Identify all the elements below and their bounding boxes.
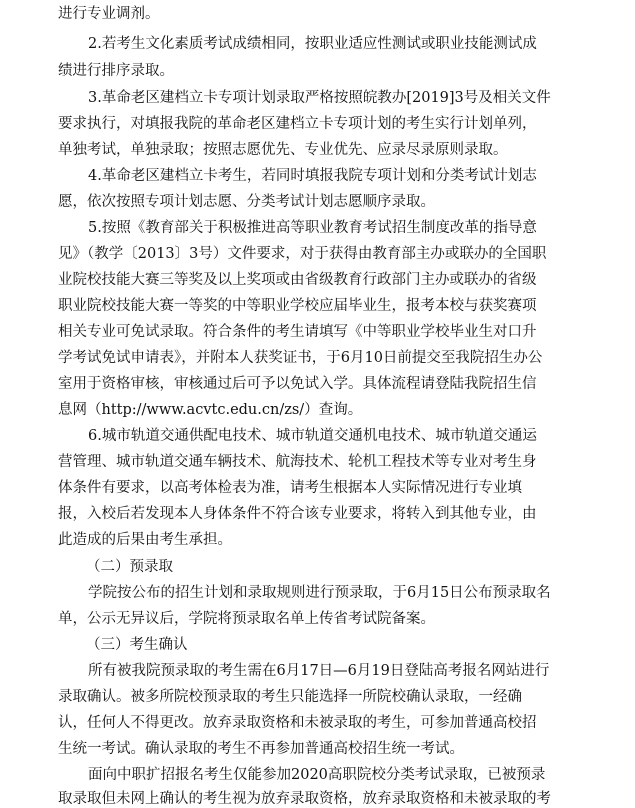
text-line: 学院按公布的招生计划和录取规则进行预录取，于6月15日公布预录取名 xyxy=(88,585,551,601)
text-line: 愿，依次按照专项计划志愿、分类考试计划志愿顺序录取。 xyxy=(58,194,435,210)
text-line: 进行专业调剂。 xyxy=(58,6,160,22)
text-line: 单，公示无异议后，学院将预录取名单上传省考试院备案。 xyxy=(58,611,435,627)
text-line: 要求执行，对填报我院的革命老区建档立卡专项计划的考生实行计划单列， xyxy=(58,116,537,132)
text-line: 学考试免试申请表》，并附本人获奖证书，于6月10日前提交至我院招生办公 xyxy=(58,350,543,366)
text-line: 相关专业可免试录取。符合条件的考生请填写《中等职业学校毕业生对口升 xyxy=(58,324,537,340)
text-line: 此造成的后果由考生承担。 xyxy=(58,532,232,548)
text-line: 见》（教学〔2013〕3号）文件要求，对于获得由教育部主办或联办的全国职 xyxy=(58,246,547,262)
text-line: 报，入校后若发现本人身体条件不符合该专业要求，将转入到其他专业，由 xyxy=(58,506,537,522)
text-line: 体条件有要求，以高考体检表为准，请考生根据本人实际情况进行专业填 xyxy=(58,480,522,496)
text-line: 生统一考试。确认录取的考生不再参加普通高校招生统一考试。 xyxy=(58,741,464,757)
text-line: 面向中职扩招报名考生仅能参加2020高职院校分类考试录取，已被预录 xyxy=(88,767,546,783)
text-line: 绩进行排序录取。 xyxy=(58,63,174,79)
text-line: 营管理、城市轨道交通车辆技术、航海技术、轮机工程技术等专业对考生身 xyxy=(58,454,537,470)
text-line: 4.革命老区建档立卡考生，若同时填报我院专项计划和分类考试计划志 xyxy=(88,168,537,184)
text-line: 取录取但未网上确认的考生视为放弃录取资格，放弃录取资格和未被录取的考 xyxy=(58,791,551,807)
text-line: 息网（http://www.acvtc.edu.cn/zs/）查询。 xyxy=(58,402,363,418)
section-heading: （三）考生确认 xyxy=(86,637,188,653)
text-line: 所有被我院预录取的考生需在6月17日—6月19日登陆高考报名网站进行 xyxy=(88,663,550,679)
section-heading: （二）预录取 xyxy=(86,559,173,575)
text-line: 职业院校技能大赛一等奖的中等职业学校应届毕业生，报考本校与获奖赛项 xyxy=(58,298,537,314)
text-line: 3.革命老区建档立卡专项计划录取严格按照皖教办[2019]3号及相关文件 xyxy=(88,90,551,106)
text-line: 6.城市轨道交通供配电技术、城市轨道交通机电技术、城市轨道交通运 xyxy=(88,428,537,444)
text-line: 室用于资格审核，审核通过后可予以免试入学。具体流程请登陆我院招生信 xyxy=(58,376,537,392)
text-line: 单独考试，单独录取；按照志愿优先、专业优先、应录尽录原则录取。 xyxy=(58,142,508,158)
text-line: 5.按照《教育部关于积极推进高等职业教育考试招生制度改革的指导意 xyxy=(88,220,537,236)
text-line: 业院校技能大赛三等奖及以上奖项或由省级教育行政部门主办或联办的省级 xyxy=(58,272,537,288)
text-line: 认，任何人不得更改。放弃录取资格和未被录取的考生，可参加普通高校招 xyxy=(58,715,537,731)
text-line: 2.若考生文化素质考试成绩相同，按职业适应性测试或职业技能测试成 xyxy=(88,36,537,52)
text-line: 录取确认。被多所院校预录取的考生只能选择一所院校确认录取，一经确 xyxy=(58,689,522,705)
